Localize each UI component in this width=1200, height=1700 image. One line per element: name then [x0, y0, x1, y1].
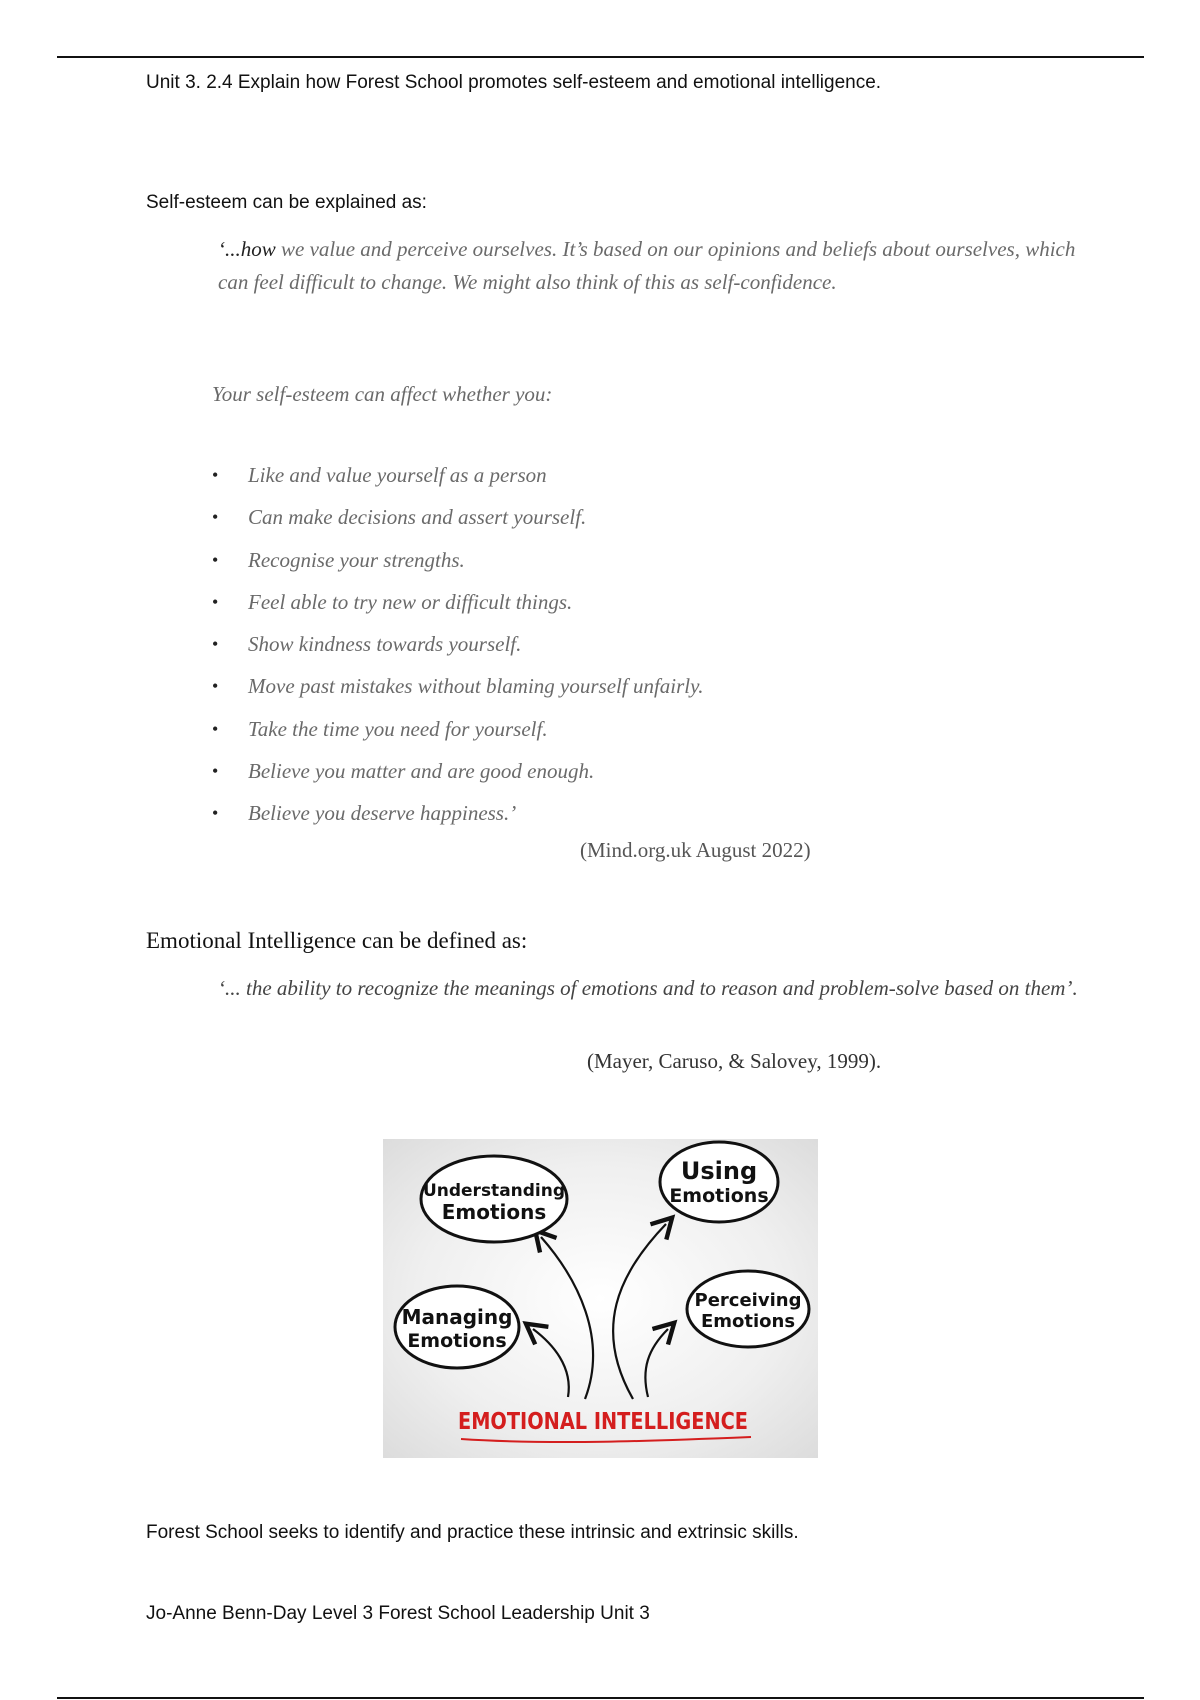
page-footer: Jo-Anne Benn-Day Level 3 Forest School Leadership Unit 3 [146, 1603, 650, 1624]
node-understanding-line2: Emotions [441, 1200, 547, 1224]
node-perceiving-line1: Perceiving [694, 1290, 802, 1311]
list-item: • Move past mistakes without blaming yourself unfairly. [212, 669, 704, 711]
self-esteem-intro: Self-esteem can be explained as: [146, 192, 427, 213]
diagram-svg [383, 1139, 818, 1458]
emotional-intelligence-diagram [383, 1139, 818, 1458]
node-understanding [421, 1156, 567, 1242]
arrow-to-managing [533, 1329, 569, 1397]
node-understanding-line1: Understanding [422, 1181, 566, 1201]
list-item: • Can make decisions and assert yourself. [212, 500, 704, 542]
self-esteem-list [212, 458, 704, 839]
list-item: • Believe you matter and are good enough. [212, 754, 704, 796]
quote-body: we value and perceive ourselves. It’s based on our opinions and beliefs about ourselves, which can feel difficult to change. We might also think of this as self-confidence. [218, 237, 1076, 294]
emotional-intelligence-intro: Emotional Intelligence can be defined as: [146, 928, 528, 953]
self-esteem-lead-in: Your self-esteem can affect whether you: [212, 382, 553, 406]
node-using [660, 1142, 778, 1222]
top-rule [57, 56, 1144, 58]
self-esteem-quote [218, 233, 1078, 299]
node-managing-line1: Managing [401, 1305, 513, 1329]
emotional-intelligence-quote: ‘... the ability to recognize the meanings of emotions and to reason and problem-solve based on them’. [218, 976, 1078, 1000]
list-item: • Recognise your strengths. [212, 543, 704, 585]
list-item: • Like and value yourself as a person [212, 458, 704, 500]
list-item: • Feel able to try new or difficult things. [212, 585, 704, 627]
node-managing [395, 1286, 519, 1368]
center-underline [461, 1437, 751, 1442]
list-item: • Believe you deserve happiness.’ [212, 796, 704, 838]
quote-open: ‘...how [218, 237, 276, 261]
diagram-arrows [533, 1224, 668, 1399]
arrow-to-using [613, 1224, 666, 1399]
self-esteem-citation: (Mind.org.uk August 2022) [580, 838, 811, 862]
node-perceiving [687, 1271, 809, 1347]
list-item: • Show kindness towards yourself. [212, 627, 704, 669]
node-perceiving-line2: Emotions [700, 1311, 796, 1332]
diagram-center-label: EMOTIONAL INTELLIGENCE [458, 1409, 748, 1435]
bottom-rule [57, 1697, 1144, 1699]
list-item: • Take the time you need for yourself. [212, 712, 704, 754]
arrow-to-perceiving [645, 1329, 668, 1397]
closing-paragraph: Forest School seeks to identify and practice these intrinsic and extrinsic skills. [146, 1522, 799, 1543]
node-managing-line2: Emotions [407, 1330, 507, 1352]
emotional-intelligence-citation: (Mayer, Caruso, & Salovey, 1999). [587, 1049, 882, 1073]
node-using-line1: Using [680, 1157, 758, 1185]
node-using-line2: Emotions [669, 1185, 769, 1207]
page-title: Unit 3. 2.4 Explain how Forest School promotes self-esteem and emotional intelligence. [146, 72, 882, 93]
